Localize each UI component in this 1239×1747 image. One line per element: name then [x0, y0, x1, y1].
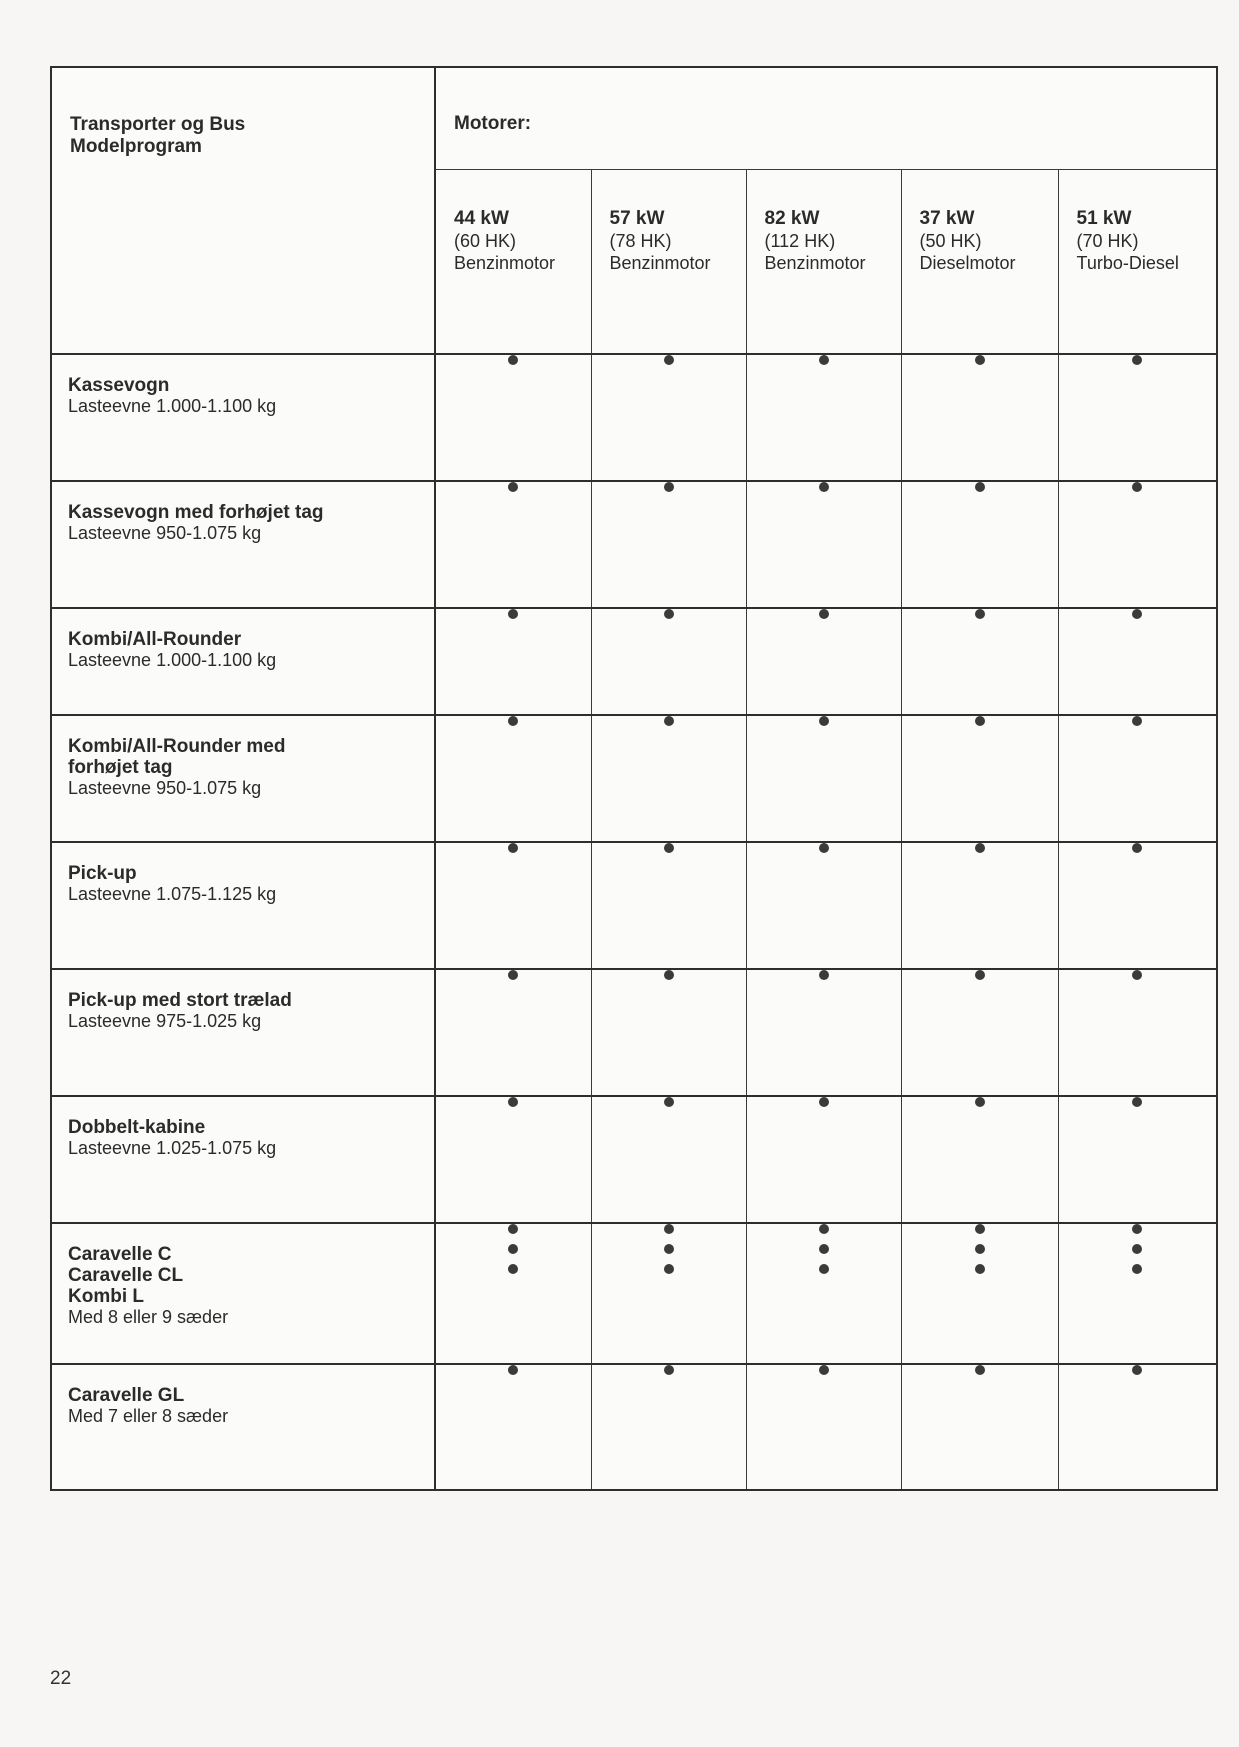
availability-dot — [819, 716, 829, 726]
page-number: 22 — [50, 1668, 72, 1689]
availability-dot — [975, 355, 985, 365]
engine-type: Benzinmotor — [609, 252, 711, 273]
availability-cell — [746, 481, 901, 608]
model-capacity-note: Lasteevne 1.025-1.075 kg — [68, 1138, 277, 1158]
availability-dot — [819, 1365, 829, 1375]
availability-cell — [746, 1096, 901, 1223]
model-capacity-note: Lasteevne 950-1.075 kg — [68, 523, 262, 543]
availability-dot — [975, 843, 985, 853]
availability-cell — [435, 842, 591, 969]
availability-dot — [508, 1244, 518, 1254]
availability-dot — [975, 1244, 985, 1254]
availability-cell — [746, 715, 901, 842]
availability-dot — [819, 970, 829, 980]
availability-dot — [508, 1097, 518, 1107]
model-name-cell — [51, 1223, 435, 1364]
model-name-cell — [51, 1364, 435, 1490]
engine-power: 57 kW — [609, 207, 665, 229]
availability-dot — [819, 1224, 829, 1234]
availability-cell — [1058, 1096, 1217, 1223]
availability-dot — [664, 1224, 674, 1234]
availability-dot — [1132, 843, 1142, 853]
availability-dot — [975, 1365, 985, 1375]
availability-cell — [1058, 354, 1217, 481]
availability-dot — [508, 843, 518, 853]
motor-heading: Motorer: — [454, 113, 532, 134]
availability-dot — [819, 1264, 829, 1274]
engine-header-cell — [901, 169, 1058, 354]
model-name: Kassevogn med forhøjet tag — [68, 502, 324, 523]
availability-cell — [435, 354, 591, 481]
model-row — [51, 1364, 1217, 1490]
engine-power: 51 kW — [1076, 207, 1132, 229]
model-name: Pick-up med stort trælad — [68, 990, 292, 1011]
availability-cell — [746, 969, 901, 1096]
availability-dot — [1132, 482, 1142, 492]
availability-cell — [1058, 481, 1217, 608]
availability-cell — [591, 969, 746, 1096]
model-capacity-note: Lasteevne 975-1.025 kg — [68, 1011, 262, 1031]
engine-hk: (50 HK) — [919, 230, 982, 251]
availability-cell — [901, 1223, 1058, 1364]
model-name-cell — [51, 715, 435, 842]
model-capacity-note: Lasteevne 1.075-1.125 kg — [68, 884, 277, 904]
availability-dot — [1132, 609, 1142, 619]
model-name: Caravelle GL — [68, 1385, 185, 1406]
availability-cell — [1058, 1223, 1217, 1364]
model-row — [51, 842, 1217, 969]
availability-dot — [1132, 1224, 1142, 1234]
availability-dot — [664, 355, 674, 365]
engine-hk: (70 HK) — [1076, 230, 1139, 251]
model-name-cell — [51, 969, 435, 1096]
availability-dot — [1132, 1097, 1142, 1107]
availability-cell — [746, 842, 901, 969]
model-name: forhøjet tag — [68, 757, 173, 778]
availability-dot — [975, 716, 985, 726]
availability-cell — [435, 969, 591, 1096]
availability-dot — [819, 843, 829, 853]
engine-type: Benzinmotor — [764, 252, 866, 273]
model-name-cell — [51, 608, 435, 715]
availability-dot — [664, 482, 674, 492]
availability-dot — [664, 1264, 674, 1274]
model-row — [51, 608, 1217, 715]
model-name: Kassevogn — [68, 375, 170, 396]
availability-cell — [746, 608, 901, 715]
model-name: Dobbelt-kabine — [68, 1117, 206, 1138]
availability-cell — [435, 1223, 591, 1364]
model-capacity-note: Lasteevne 1.000-1.100 kg — [68, 396, 277, 416]
availability-dot — [1132, 716, 1142, 726]
availability-dot — [975, 1097, 985, 1107]
model-capacity-note: Lasteevne 1.000-1.100 kg — [68, 650, 277, 670]
availability-cell — [746, 1364, 901, 1490]
availability-dot — [508, 355, 518, 365]
availability-cell — [591, 1364, 746, 1490]
availability-dot — [1132, 1244, 1142, 1254]
availability-dot — [508, 482, 518, 492]
availability-dot — [819, 1244, 829, 1254]
availability-dot — [1132, 1365, 1142, 1375]
availability-cell — [591, 608, 746, 715]
availability-dot — [819, 609, 829, 619]
availability-cell — [591, 842, 746, 969]
availability-dot — [664, 609, 674, 619]
availability-cell — [901, 481, 1058, 608]
availability-cell — [1058, 842, 1217, 969]
corner-title-cell — [51, 67, 435, 354]
model-name: Kombi/All-Rounder med — [68, 736, 286, 757]
availability-dot — [975, 1224, 985, 1234]
availability-dot — [1132, 355, 1142, 365]
model-row — [51, 1096, 1217, 1223]
availability-dot — [664, 1244, 674, 1254]
availability-cell — [591, 354, 746, 481]
corner-title-line2: Modelprogram — [70, 136, 202, 157]
engine-type: Benzinmotor — [454, 252, 556, 273]
availability-dot — [508, 1224, 518, 1234]
availability-dot — [664, 970, 674, 980]
availability-dot — [664, 716, 674, 726]
availability-cell — [435, 1364, 591, 1490]
engine-header-cell — [435, 169, 591, 354]
availability-cell — [901, 969, 1058, 1096]
availability-dot — [508, 716, 518, 726]
availability-cell — [901, 842, 1058, 969]
model-row — [51, 354, 1217, 481]
availability-dot — [975, 482, 985, 492]
engine-type: Turbo-Diesel — [1076, 252, 1179, 273]
model-capacity-note: Lasteevne 950-1.075 kg — [68, 778, 262, 798]
engine-hk: (112 HK) — [764, 230, 836, 251]
model-program-table — [50, 66, 1218, 1491]
availability-cell — [1058, 608, 1217, 715]
availability-dot — [664, 1365, 674, 1375]
availability-dot — [975, 970, 985, 980]
availability-dot — [664, 1097, 674, 1107]
model-name: Caravelle C — [68, 1244, 172, 1265]
model-name: Kombi/All-Rounder — [68, 629, 242, 650]
availability-cell — [901, 1096, 1058, 1223]
engine-power: 82 kW — [764, 207, 820, 229]
availability-cell — [591, 1223, 746, 1364]
availability-dot — [975, 1264, 985, 1274]
availability-cell — [901, 354, 1058, 481]
availability-cell — [591, 715, 746, 842]
availability-cell — [746, 1223, 901, 1364]
availability-cell — [435, 1096, 591, 1223]
engine-power: 37 kW — [919, 207, 975, 229]
availability-cell — [591, 1096, 746, 1223]
availability-cell — [591, 481, 746, 608]
availability-dot — [819, 1097, 829, 1107]
model-name: Pick-up — [68, 863, 137, 884]
availability-cell — [1058, 1364, 1217, 1490]
model-row — [51, 481, 1217, 608]
availability-cell — [1058, 969, 1217, 1096]
corner-title-line1: Transporter og Bus — [70, 114, 246, 135]
model-name-cell — [51, 842, 435, 969]
model-row — [51, 715, 1217, 842]
engine-power: 44 kW — [454, 207, 509, 229]
engine-header-cell — [591, 169, 746, 354]
availability-dot — [819, 482, 829, 492]
model-name: Caravelle CL — [68, 1265, 184, 1286]
availability-dot — [508, 1264, 518, 1274]
model-capacity-note: Med 7 eller 8 sæder — [68, 1406, 229, 1426]
availability-dot — [508, 1365, 518, 1375]
availability-dot — [664, 843, 674, 853]
engine-type: Dieselmotor — [919, 252, 1016, 273]
model-name-cell — [51, 354, 435, 481]
availability-dot — [508, 970, 518, 980]
engine-header-cell — [746, 169, 901, 354]
model-row — [51, 1223, 1217, 1364]
availability-cell — [435, 608, 591, 715]
availability-dot — [508, 609, 518, 619]
availability-cell — [746, 354, 901, 481]
model-capacity-note: Med 8 eller 9 sæder — [68, 1307, 229, 1327]
model-name: Kombi L — [68, 1286, 144, 1307]
engine-header-cell — [1058, 169, 1217, 354]
availability-cell — [435, 715, 591, 842]
model-name-cell — [51, 1096, 435, 1223]
availability-dot — [819, 355, 829, 365]
availability-dot — [1132, 1264, 1142, 1274]
engine-hk: (78 HK) — [609, 230, 672, 251]
availability-dot — [975, 609, 985, 619]
model-row — [51, 969, 1217, 1096]
motor-heading-cell — [435, 67, 1217, 169]
availability-dot — [1132, 970, 1142, 980]
engine-hk: (60 HK) — [454, 230, 517, 251]
availability-cell — [901, 608, 1058, 715]
availability-cell — [1058, 715, 1217, 842]
availability-cell — [435, 481, 591, 608]
availability-cell — [901, 1364, 1058, 1490]
model-name-cell — [51, 481, 435, 608]
availability-cell — [901, 715, 1058, 842]
